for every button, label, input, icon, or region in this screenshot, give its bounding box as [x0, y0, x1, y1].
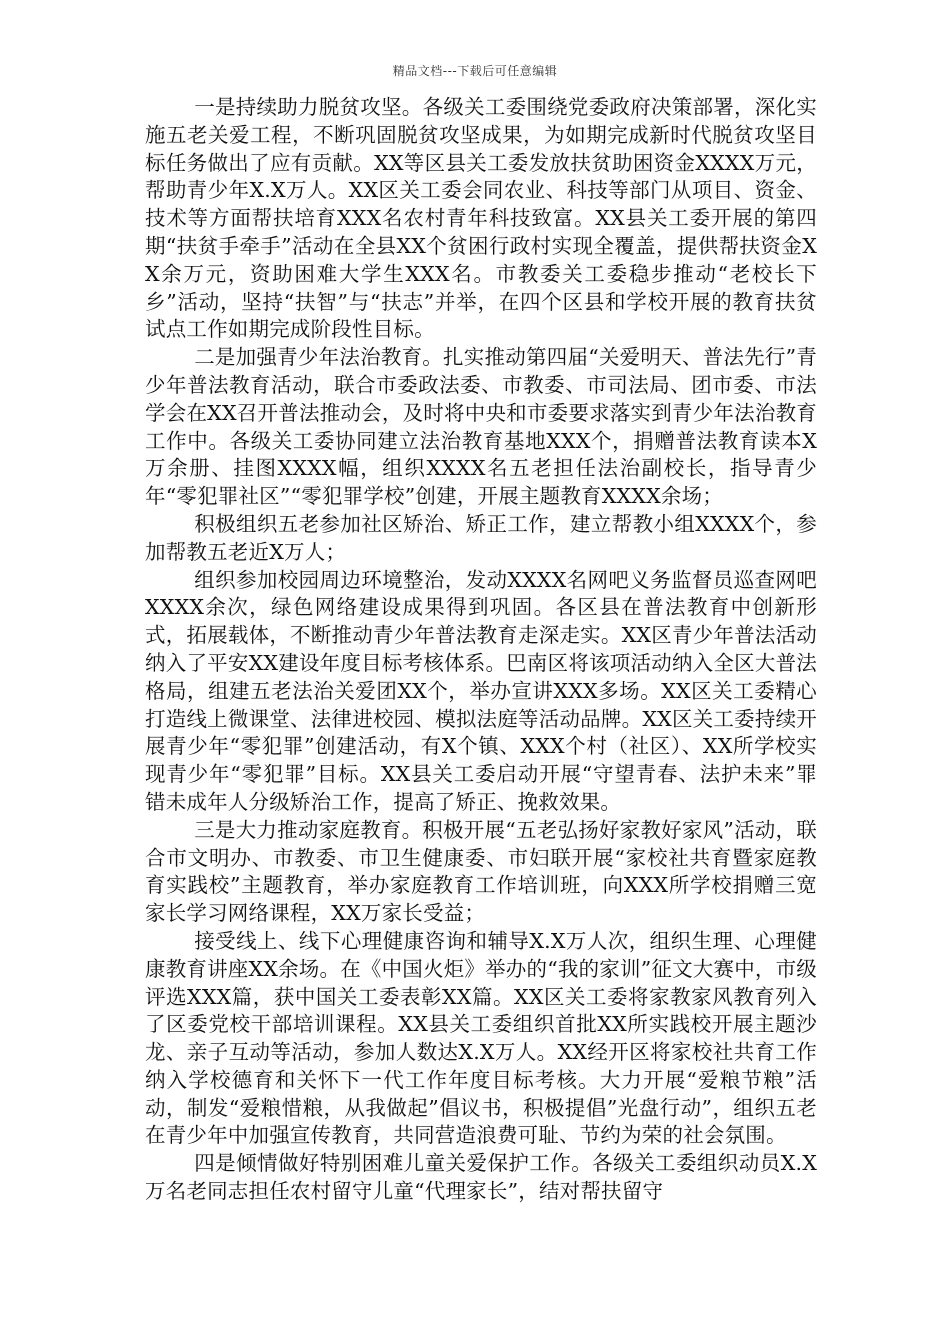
paragraph-mental-health: 接受线上、线下心理健康咨询和辅导X.X万人次，组织生理、心理健康教育讲座XX余场。在《中国火炬》举办的“我的家训”征文大赛中，市级评选XXX篇，获中国关工委表彰XX篇。XX区关工委将家教家风教育列入了区委党校干部培训课程。XX县关工委组织首批XX所实践校开展主题沙龙、亲子互动等活动，参加人数达X.X万人。XX经开区将家校社共育工作纳入学校德育和关怀下一代工作年度目标考核。大力开展“爱粮节粮”活动，制发“爱粮惜粮，从我做起”倡议书，积极提倡”光盘行动”，组织五老在青少年中加强宣传教育，共同营造浪费可耻、节约为荣的社会氛围。	[145, 928, 817, 1148]
document-body	[145, 94, 817, 1206]
paragraph-poverty-alleviation: 一是持续助力脱贫攻坚。各级关工委围绕党委政府决策部署，深化实施五老关爱工程，不断巩固脱贫攻坚成果，为如期完成新时代脱贫攻坚目标任务做出了应有贡献。XX等区县关工委发放扶贫助困资金XXXX万元，帮助青少年X.X万人。XX区关工委会同农业、科技等部门从项目、资金、技术等方面帮扶培育XXX名农村青年科技致富。XX县关工委开展的第四期“扶贫手牵手”活动在全县XX个贫困行政村实现全覆盖，提供帮扶资金XX余万元，资助困难大学生XXX名。市教委关工委稳步推动“老校长下乡”活动，坚持“扶智”与“扶志”并举，在四个区县和学校开展的教育扶贫试点工作如期完成阶段性目标。	[145, 95, 817, 342]
paragraph-campus-environment: 组织参加校园周边环境整治，发动XXXX名网吧义务监督员巡查网吧XXXX余次，绿色网络建设成果得到巩固。各区县在普法教育中创新形式，拓展载体，不断推动青少年普法教育走深走实。XX区青少年普法活动纳入了平安XX建设年度目标考核体系。巴南区将该项活动纳入全区大普法格局，组建五老法治关爱团XX个，举办宣讲XXX多场。XX区关工委精心打造线上微课堂、法律进校园、模拟法庭等活动品牌。XX区关工委持续开展青少年“零犯罪”创建活动，有X个镇、XXX个村（社区）、XX所学校实现青少年“零犯罪”目标。XX县关工委启动开展“守望青春、法护未来”罪错未成年人分级矫治工作，提高了矫正、挽救效果。	[145, 567, 817, 814]
paragraph-family-education: 三是大力推动家庭教育。积极开展“五老弘扬好家教好家风”活动，联合市文明办、市教委、市卫生健康委、市妇联开展“家校社共育暨家庭教育实践校”主题教育，举办家庭教育工作培训班，向XXX所学校捐赠三宽家长学习网络课程，XX万家长受益；	[145, 817, 817, 926]
paragraph-children-care: 四是倾情做好特别困难儿童关爱保护工作。各级关工委组织动员X.X万名老同志担任农村留守儿童“代理家长”，结对帮扶留守	[145, 1151, 817, 1204]
paragraph-legal-education: 二是加强青少年法治教育。扎实推动第四届“关爱明天、普法先行”青少年普法教育活动，联合市委政法委、市教委、市司法局、团市委、市法学会在XX召开普法推动会，及时将中央和市委要求落实到青少年法治教育工作中。各级关工委协同建立法治教育基地XXX个，捐赠普法教育读本X万余册、挂图XXXX幅，组织XXXX名五老担任法治副校长，指导青少年“零犯罪社区”“零犯罪学校”创建，开展主题教育XXXX余场；	[145, 345, 817, 509]
page-header: 精品文档---下载后可任意编辑	[392, 64, 558, 78]
paragraph-community-correction: 积极组织五老参加社区矫治、矫正工作，建立帮教小组XXXX个，参加帮教五老近X万人；	[145, 511, 817, 564]
